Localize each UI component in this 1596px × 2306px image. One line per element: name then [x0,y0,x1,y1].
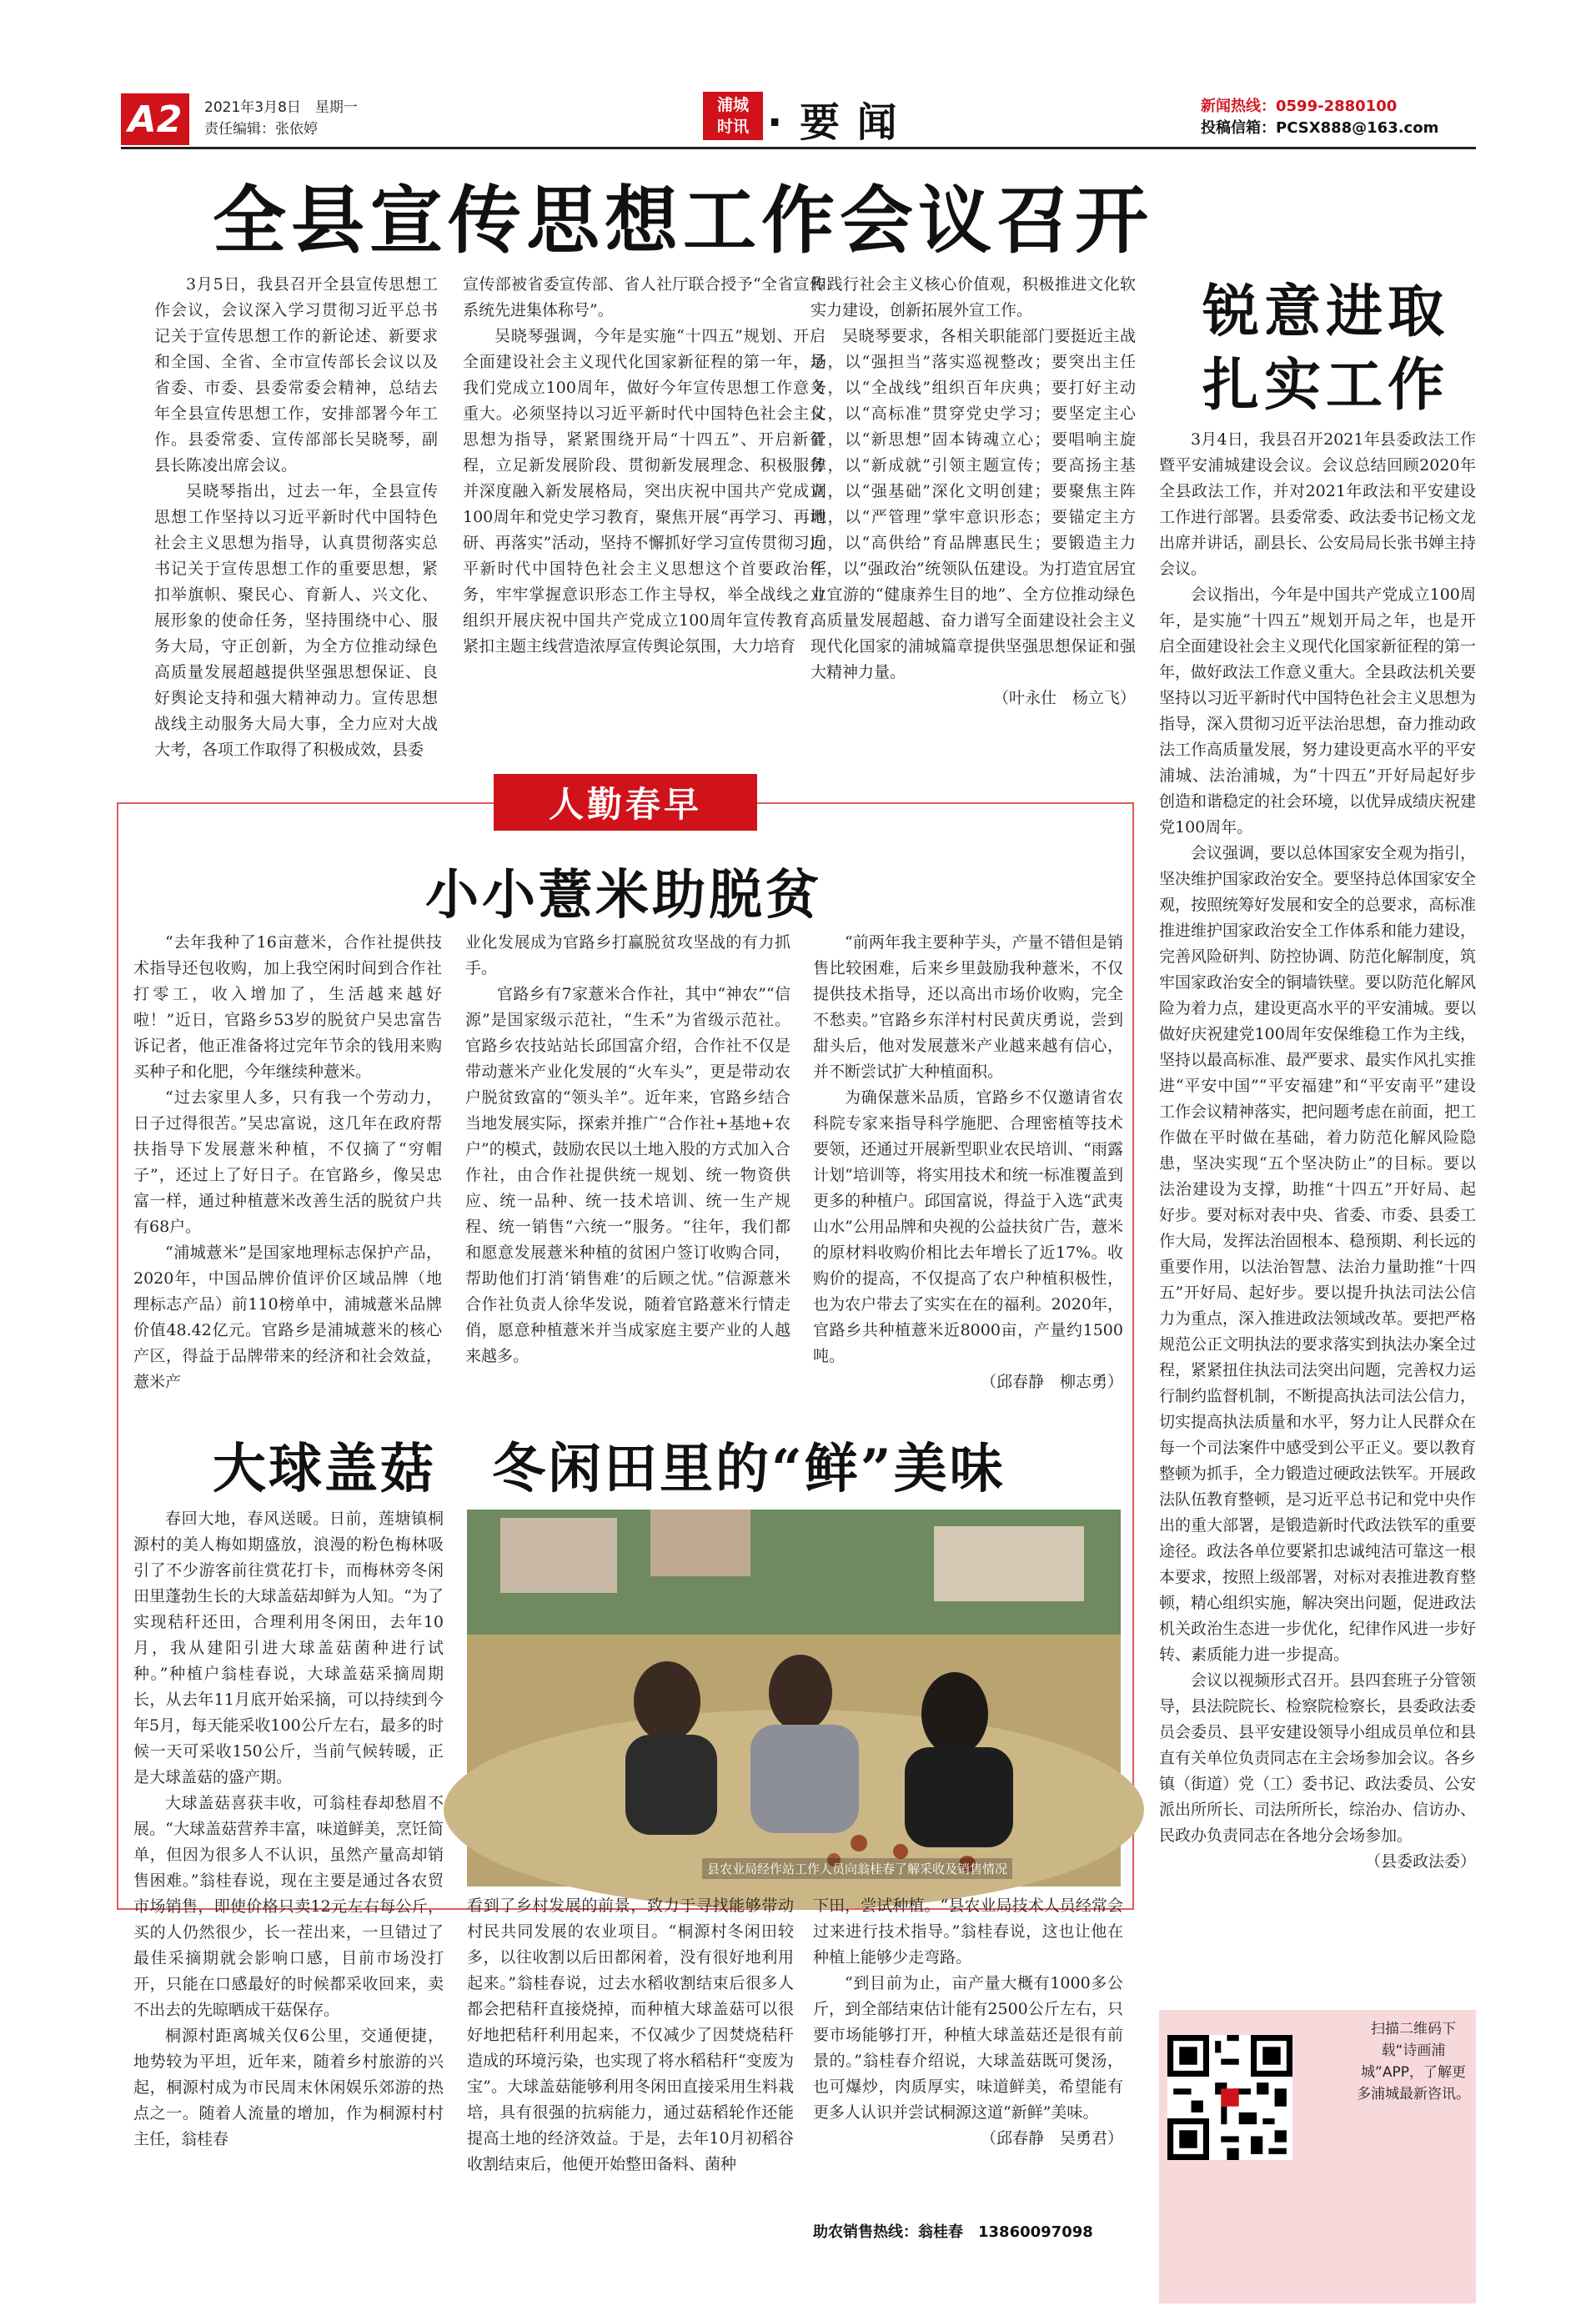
paragraph: 3月4日，我县召开2021年县委政法工作暨平安浦城建设会议。会议总结回顾2020年全县政法工作，并对2021年政法和平安建设工作进行部署。县委常委、政法委书记杨文龙出席并讲话，副县长、公安局局长张书婵主持会议。 [1159,430,1477,578]
header-rule [121,147,1476,149]
paragraph: 春回大地，春风送暖。日前，莲塘镇桐源村的美人梅如期盛放，浪漫的粉色梅林吸引了不少游客前往赏花打卡，而梅林旁冬闲田里蓬勃生长的大球盖菇却鲜为人知。“为了实现秸秆还田，合理利用冬闲田，去年10月，我从建阳引进大球盖菇菌种进行试种。”种植户翁桂春说，大球盖菇采摘周期长，从去年11月底开始采摘，可以持续到今年5月，每天能采收100公斤左右，最多的时候一天可采收150公斤，当前气候转暖，正是大球盖菇的盛产期。 [133,1510,444,1786]
paragraph: 3月5日，我县召开全县宣传思想工作会议，会议深入学习贯彻习近平总书记关于宣传思想工作的新论述、新要求和全国、全省、全市宣传部长会议以及省委、市委、县委常委会精神，总结去年全县宣传思想工作，安排部署今年工作。县委常委、宣传部部长吴晓琴，副县长陈凌出席会议。 [154,275,438,475]
story1-column-2 [465,930,790,1414]
farm-photo [467,1510,1121,1886]
qr-code[interactable] [1167,2035,1292,2160]
paragraph: 宣传部被省委宣传部、省人社厅联合授予“全省宣传系统先进集体称号”。 [463,275,826,319]
story2-headline: 大球盖菇 冬闲田里的“鲜”美味 [213,1438,1006,1500]
article2-body [1159,427,1476,2003]
byline: （县委政法委） [1364,1852,1476,1871]
paragraph: “到目前为止，亩产量大概有1000多公斤，到全部结束估计能有2500公斤左右，只要市场能够打开，种植大球盖菇还是很有前景的。”翁桂春介绍说，大球盖菇既可煲汤，也可爆炒，肉质厚实，味道鲜美，希望能有更多人认识并尝试桐源这道“新鲜”美味。 [813,1974,1123,2122]
paragraph: 和践行社会主义核心价值观，积极推进文化软实力建设，创新拓展外宣工作。 [811,275,1136,319]
side-headline-line-1: 锐意进取 [1202,279,1449,345]
paragraph: 业化发展成为官路乡打赢脱贫攻坚战的有力抓手。 [465,933,790,977]
paragraph: 会议指出，今年是中国共产党成立100周年，是实施“十四五”规划开局之年，也是开启全面建设社会主义现代化国家新征程的第一年，做好政法工作意义重大。全县政法机关要坚持以习近平新时代中国特色社会主义思想为指导，深入贯彻习近平法治思想，奋力推动政法工作高质量发展，努力建设更高水平的平安浦城、法治浦城，为“十四五”开好局起好步创造和谐稳定的社会环境，以优异成绩庆祝建党100周年。 [1159,585,1477,836]
paragraph: 大球盖菇喜获丰收，可翁桂春却愁眉不展。“大球盖菇营养丰富，味道鲜美，烹饪简单，但因为很多人不认识，虽然产量高却销售困难。”翁桂春说，现在主要是通过各农贸市场销售，即使价格只卖12元左右每公斤，买的人仍然很少，长一茬出来，一旦错过了最佳采摘期就会影响口感，目前市场没打开，只能在口感最好的时候都采收回来，卖不出去的先晾晒成干菇保存。 [133,1794,444,2019]
paragraph: 看到了乡村发展的前景，致力于寻找能够带动村民共同发展的农业项目。“桐源村冬闲田较多，以往收割以后田都闲着，没有很好地利用起来。”翁桂春说，过去水稻收割结束后很多人都会把秸秆直接烧掉，而种植大球盖菇可以很好地把秸秆利用起来，不仅减少了因焚烧秸秆造成的环境污染，也实现了将水稻秸秆“变废为宝”。大球盖菇能够利用冬闲田直接采用生料栽培，具有很强的抗病能力，通过菇稻轮作还能提高土地的经济效益。于是，去年10月初稻谷收割结束后，他便开始整田备料、菌种 [467,1897,794,2173]
news-hotline: 新闻热线：0599-2880100 [1201,98,1398,115]
paragraph: “浦城薏米”是国家地理标志保护产品，2020年，中国品牌价值评价区域品牌（地理标志产品）前110榜单中，浦城薏米品牌价值48.42亿元。官路乡是浦城薏米的核心产区，得益于品牌带来的经济和社会效益，薏米产 [133,1243,442,1391]
newspaper-logo [703,92,763,140]
article1-column-2 [463,272,826,756]
headline-main: 全县宣传思想工作会议召开 [213,178,1154,264]
paragraph: 下田，尝试种植。“县农业局技术人员经常会过来进行技术指导。”翁桂春说，这也让他在种植上能够少走弯路。 [813,1897,1123,1967]
sales-hotline: 助农销售热线：翁桂春 13860097098 [813,2223,1093,2241]
story2-column-2 [467,1893,794,2227]
logo-line-1: 浦城 [716,96,749,114]
editor-credit: 责任编辑：张依婷 [204,121,318,138]
side-headline-line-2: 扎实工作 [1202,352,1449,419]
paragraph: “前两年我主要种芋头，产量不错但是销售比较困难，后来乡里鼓励我种薏米，不仅提供技术指导，还以高出市场价收购，完全不愁卖。”官路乡东洋村村民黄庆勇说，尝到甜头后，他对发展薏米产业越来越有信心，并不断尝试扩大种植面积。 [813,933,1123,1081]
qr-caption: 扫描二维码下载“诗画浦城”APP，了解更多浦城最新咨讯。 [1357,2021,1470,2103]
story1-column-1 [133,930,442,1414]
photo-caption: 县农业局经作站工作人员向翁桂春了解采收及销售情况 [702,1858,1012,1879]
paragraph: 桐源村距离城关仅6公里，交通便捷，地势较为平坦，近年来，随着乡村旅游的兴起，桐源村成为市民周末休闲娱乐郊游的热点之一。随着人流量的增加，作为桐源村村主任，翁桂春 [133,2027,444,2148]
paragraph: “去年我种了16亩薏米，合作社提供技术指导还包收购，加上我空闲时间到合作社打零工，收入增加了，生活越来越好啦！”近日，官路乡53岁的脱贫户吴忠富告诉记者，他正准备将过完年节余的钱用来购买种子和化肥，今年继续种薏米。 [133,933,442,1081]
article1-column-3 [811,272,1136,756]
story2-column-1 [133,1506,444,2148]
byline: （邱春静 柳志勇） [980,1373,1123,1391]
paragraph: 吴晓琴要求，各相关职能部门要挺近主战场，以“强担当”落实巡视整改；要突出主任务，以“全战线”组织百年庆典；要打好主动仗，以“高标准”贯穿党史学习；要坚定主心骨，以“新思想”固本铸魂立心；要唱响主旋律，以“新成就”引领主题宣传；要高扬主基调，以“强基础”深化文明创建；要聚焦主阵地，以“严管理”掌牢意识形态；要锚定主方向，以“高供给”育品牌惠民生；要锻造主力军，以“强政治”统领队伍建设。为打造宜居宜业宜游的“健康养生目的地”、全方位推动绿色高质量发展超越、奋力谱写全面建设社会主义现代化国家的浦城篇章提供坚强思想保证和强大精神力量。 [811,327,1136,681]
byline: （叶永仕 杨立飞） [992,689,1136,707]
paragraph: 官路乡有7家薏米合作社，其中“神农”“信源”是国家级示范社，“生禾”为省级示范社。官路乡农技站站长邱国富介绍，合作社不仅是带动薏米产业化发展的“火车头”，更是带动农户脱贫致富的“领头羊”。近年来，官路乡结合当地发展实际，探索并推广“合作社+基地+农户”的模式，鼓励农民以土地入股的方式加入合作社，由合作社提供统一规划、统一物资供应、统一品种、统一技术培训、统一生产规程、统一销售“六统一”服务。“往年，我们都和愿意发展薏米种植的贫困户签订收购合同，帮助他们打消‘销售难’的后顾之忧。”信源薏米合作社负责人徐华发说，随着官路薏米行情走俏，愿意种植薏米并当成家庭主要产业的人越来越多。 [465,985,790,1365]
article1-column-1 [154,272,438,759]
story1-headline: 小小薏米助脱贫 [425,864,822,927]
submission-email: 投稿信箱：PCSX888@163.com [1201,119,1439,137]
section-name: · 要 闻 [767,99,899,146]
story2-column-3 [813,1893,1123,2214]
feature-tag: 人勤春早 [494,774,757,831]
paragraph: 为确保薏米品质，官路乡不仅邀请省农科院专家来指导科学施肥、合理密植等技术要领，还通过开展新型职业农民培训、“雨露计划”培训等，将实用技术和统一标准覆盖到更多的种植户。邱国富说，得益于入选“武夷山水”公用品牌和央视的公益扶贫广告，薏米的原材料收购价相比去年增长了近17%。收购价的提高，不仅提高了农户种植积极性，也为农户带去了实实在在的福利。2020年，官路乡共种植薏米近8000亩，产量约1500吨。 [813,1088,1123,1365]
page-number-badge: A2 [121,93,189,145]
qr-code-graphic [1167,2035,1292,2160]
paragraph: 吴晓琴强调，今年是实施“十四五”规划、开启全面建设社会主义现代化国家新征程的第一年，是我们党成立100周年，做好今年宣传思想工作意义重大。必须坚持以习近平新时代中国特色社会主义思想为指导，紧紧围绕开局“十四五”、开启新征程，立足新发展阶段、贯彻新发展理念、积极服务并深度融入新发展格局，突出庆祝中国共产党成立100周年和党史学习教育，聚焦开展“再学习、再调研、再落实”活动，坚持不懈抓好学习宣传贯彻习近平新时代中国特色社会主义思想这个首要政治任务，牢牢掌握意识形态工作主导权，举全战线之力组织开展庆祝中国共产党成立100周年宣传教育，紧扣主题主线营造浓厚宣传舆论氛围，大力培育 [463,327,826,656]
byline: （邱春静 吴勇君） [980,2129,1123,2148]
paragraph: 会议以视频形式召开。县四套班子分管领导，县法院院长、检察院检察长，县委政法委员会委员、县平安建设领导小组成员单位和县直有关单位负责同志在主会场参加会议。各乡镇（街道）党（工）委书记、政法委员、公安派出所所长、司法所所长，综治办、信访办、民政办负责同志在各地分会场参加。 [1159,1671,1477,1845]
paragraph: “过去家里人多，只有我一个劳动力，日子过得很苦。”吴忠富说，这几年在政府帮扶指导下发展薏米种植，不仅摘了“穷帽子”，还过上了好日子。在官路乡，像吴忠富一样，通过种植薏米改善生活的脱贫户共有68户。 [133,1088,442,1236]
photo-illustration [467,1510,1121,1886]
paragraph: 会议强调，要以总体国家安全观为指引，坚决维护国家政治安全。要坚持总体国家安全观，按照统筹好发展和安全的总要求，高标准推进维护国家政治安全工作体系和能力建设，完善风险研判、防控协调、防范化解制度，筑牢国家政治安全的铜墙铁壁。要以防范化解风险为着力点，建设更高水平的平安浦城。要以做好庆祝建党100周年安保维稳工作为主线，坚持以最高标准、最严要求、最实作风扎实推进“平安中国”“平安福建”和“平安南平”建设工作会议精神落实，把问题考虑在前面，把工作做在平时做在基础，着力防范化解风险隐患，坚决实现“五个坚决防止”的目标。要以法治建设为支撑，助推“十四五”开好局、起好步。要对标对表中央、省委、市委、县委工作大局，发挥法治固根本、稳预期、利长远的重要作用，以法治智慧、法治力量助推“十四五”开好局、起好步。要以提升执法司法公信力为重点，深入推进政法领域改革。要把严格规范公正文明执法的要求落实到执法办案全过程，紧紧扭住执法司法突出问题，完善权力运行制约监督机制，不断提高执法司法公信力，切实提高执法质量和水平，努力让人民群众在每一个司法案件中感受到公平正义。要以教育整顿为抓手，全力锻造过硬政法铁军。开展政法队伍教育整顿，是习近平总书记和党中央作出的重大部署，是锻造新时代政法铁军的重要途径。政法各单位要紧扣忠诚纯洁可靠这一根本要求，按照上级部署，对标对表推进教育整顿，精心组织实施，解决突出问题，促进政法机关政治生态进一步优化，纪律作风进一步好转、素质能力进一步提高。 [1159,844,1477,1664]
story1-column-3 [813,930,1123,1414]
side-headline [1184,275,1468,422]
paragraph: 吴晓琴指出，过去一年，全县宣传思想工作坚持以习近平新时代中国特色社会主义思想为指导，认真贯彻落实总书记关于宣传思想工作的重要思想，紧扣举旗帜、聚民心、育新人、兴文化、展形象的使命任务，坚持围绕中心、服务大局，守正创新，为全方位推动绿色高质量发展超越提供坚强思想保证、良好舆论支持和强大精神动力。宣传思想战线主动服务大局大事，全力应对大战大考，各项工作取得了积极成效，县委 [154,482,438,759]
issue-date: 2021年3月8日 星期一 [204,99,358,116]
logo-line-2: 时讯 [716,118,749,136]
